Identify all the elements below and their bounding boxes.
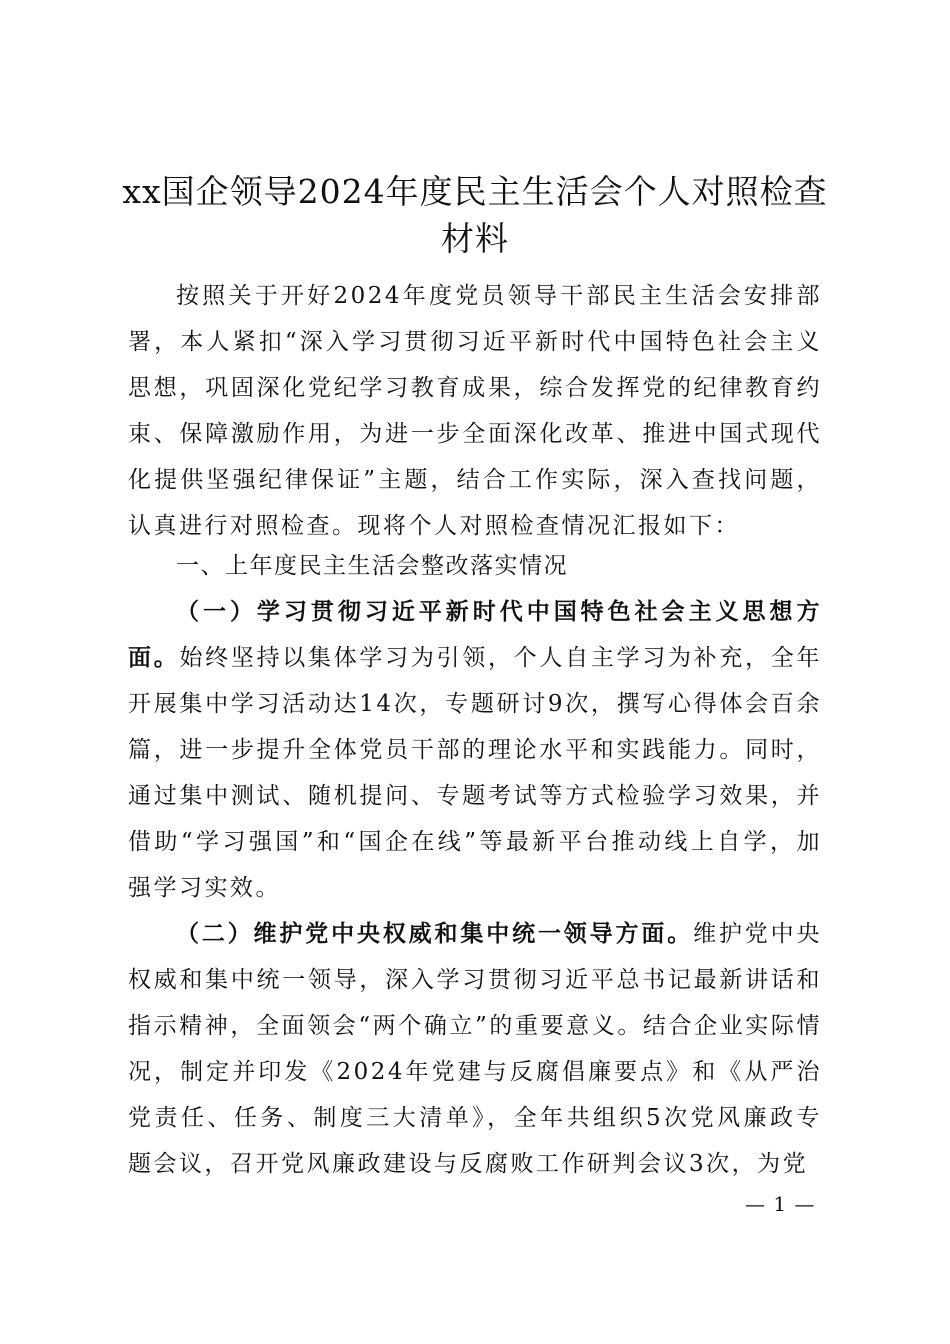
subsection-2-heading: （二）维护党中央权威和集中统一领导方面。 [176, 920, 694, 947]
subsection-1-body: 始终坚持以集体学习为引领，个人自主学习为补充，全年开展集中学习活动达14次，专题研讨9次，撰写心得体会百余篇，进一步提升全体党员干部的理论水平和实践能力。同时，通过集中测试、随机提问、专题考试等方式检验学习效果，并借助“学习强国”和“国企在线”等最新平台推动线上自学，加强学习实效。 [128, 645, 823, 901]
subsection-1-heading: （一）学习贯彻习近平新时代中国特色社会主义思想方面。 [128, 598, 822, 671]
document-title: xx国企领导2024年度民主生活会个人对照检查材料 [122, 172, 828, 258]
intro-paragraph: 按照关于开好2024年度党员领导干部民主生活会安排部署，本人紧扣“深入学习贯彻习近平新时代中国特色社会主义思想，巩固深化党纪学习教育成果，综合发挥党的纪律教育约束、保障激励作用，为进一步全面深化改革、推进中国式现代化提供坚强纪律保证”主题，结合工作实际，深入查找问题，认真进行对照检查。现将个人对照检查情况汇报如下： [128, 283, 822, 539]
subsection-2 [128, 911, 822, 1187]
section-heading: 一、上年度民主生活会整改落实情况 [176, 553, 568, 579]
page-number: — 1 — [745, 1192, 816, 1216]
subsection-1 [128, 589, 822, 911]
subsection-2-body: 维护党中央权威和集中统一领导，深入学习贯彻习近平总书记最新讲话和指示精神，全面领会“两个确立”的重要意义。结合企业实际情况，制定并印发《2024年党建与反腐倡廉要点》和《从严治党责任、任务、制度三大清单》，全年共组织5次党风廉政专题会议，召开党风廉政建设与反腐败工作研判会议3次，为党 [128, 921, 823, 1177]
